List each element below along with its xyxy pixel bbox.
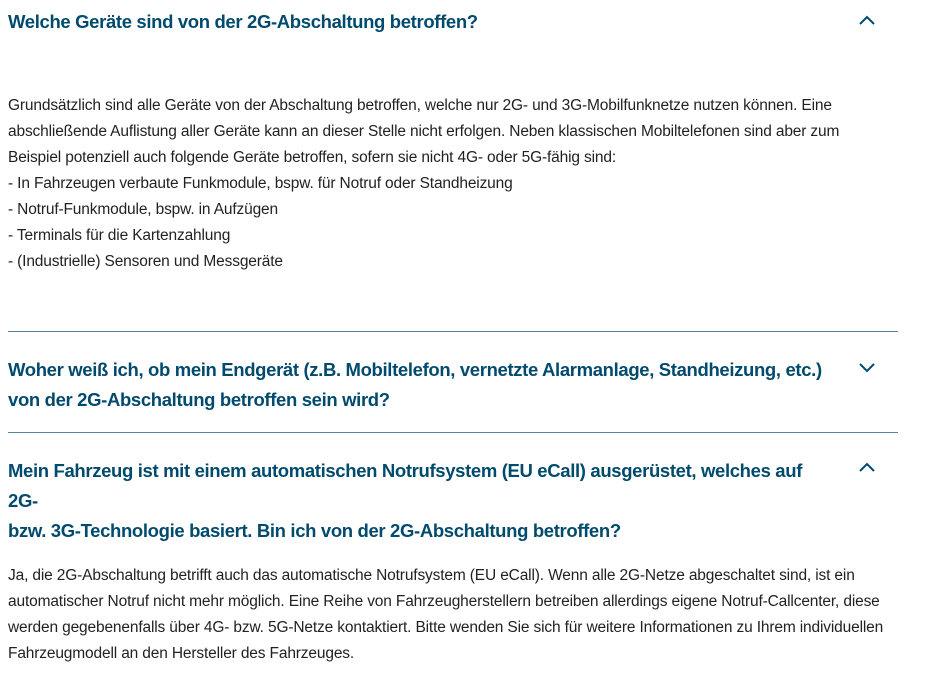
faq-answer: [8, 93, 898, 331]
answer-paragraph: Ja, die 2G-Abschaltung betrifft auch das automatische Notrufsystem (EU eCall). Wenn alle 2G-Netze abgeschaltet sind, ist ein automatischer Notruf nicht mehr möglich. Eine Reihe von Fahrzeugherstellern betreiben allerdings eigene Notruf-Callcenter, diese werden gegebenenfalls über 4G- bzw. 5G-Netze kontaktiert. Bitte wenden Sie sich für weitere Informationen zu Ihrem individuellen Fahrzeugmodell an den Hersteller des Fahrzeuges.: [8, 567, 884, 662]
faq-item-affected-devices: [8, 0, 898, 331]
chevron-down-icon[interactable]: [858, 358, 876, 376]
chevron-up-icon[interactable]: [858, 459, 876, 477]
faq-question-title[interactable]: [8, 456, 898, 546]
list-item: - Notruf-Funkmodule, bspw. in Aufzügen: [8, 201, 279, 218]
faq-item-ecall: [8, 432, 898, 667]
question-line: Mein Fahrzeug ist mit einem automatischen Notrufsystem (EU eCall) ausgerüstet, welches auf 2G-: [8, 460, 803, 511]
faq-question-row[interactable]: [8, 433, 898, 563]
faq-question-title[interactable]: [8, 355, 898, 415]
answer-paragraph: Grundsätzlich sind alle Geräte von der Abschaltung betroffen, welche nur 2G- und 3G-Mobilfunknetze nutzen können. Eine abschließende Auflistung aller Geräte kann an dieser Stelle nicht erfolgen. Neben klassischen Mobiltelefonen sind aber zum Beispiel potenziell auch folgende Geräte betroffen, sofern sie nicht 4G- oder 5G-fähig sind:: [8, 97, 840, 166]
question-line: von der 2G-Abschaltung betroffen sein wird?: [8, 389, 390, 410]
question-line: Woher weiß ich, ob mein Endgerät (z.B. Mobiltelefon, vernetzte Alarmanlage, Standheizung, etc.): [8, 359, 822, 380]
faq-item-how-to-know: [8, 331, 898, 432]
list-item: - (Industrielle) Sensoren und Messgeräte: [8, 253, 283, 270]
chevron-up-icon[interactable]: [858, 12, 876, 30]
faq-question-row[interactable]: [8, 0, 898, 93]
list-item: - In Fahrzeugen verbaute Funkmodule, bspw. für Notruf oder Standheizung: [8, 175, 513, 192]
list-item: - Terminals für die Kartenzahlung: [8, 227, 231, 244]
faq-answer: [8, 563, 898, 667]
faq-question-title[interactable]: Welche Geräte sind von der 2G-Abschaltung betroffen?: [8, 11, 478, 32]
question-line: bzw. 3G-Technologie basiert. Bin ich von der 2G-Abschaltung betroffen?: [8, 520, 621, 541]
faq-accordion: [8, 0, 898, 667]
faq-question-row[interactable]: [8, 332, 898, 432]
